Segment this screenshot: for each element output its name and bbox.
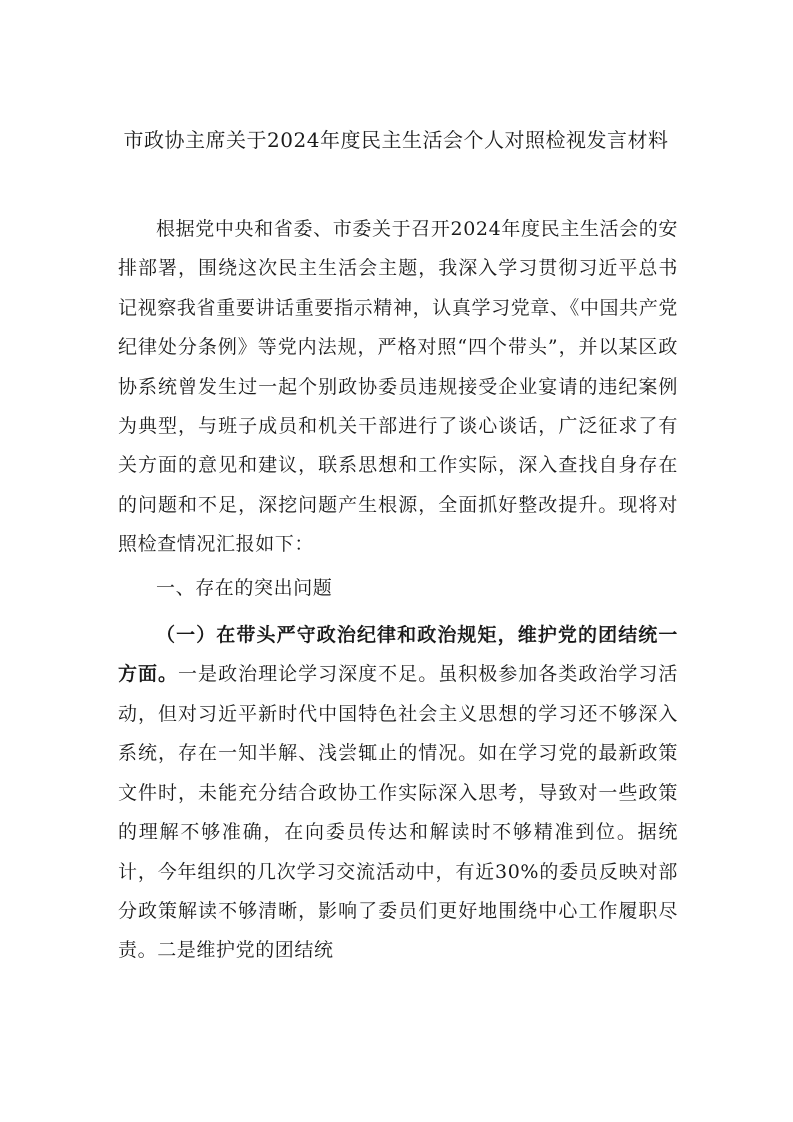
document-body [118,210,678,971]
subsection-paragraph [118,616,678,971]
subsection-heading: （一）在带头严守政治纪律和政治规矩，维护党的团结统一方面。 [118,624,678,686]
intro-paragraph: 根据党中央和省委、市委关于召开2024年度民主生活会的安排部署，围绕这次民主生活会主题，我深入学习贯彻习近平总书记视察我省重要讲话重要指示精神，认真学习党章、《中国共产党纪律处分条例》等党内法规，严格对照“四个带头”，并以某区政协系统曾发生过一起个别政协委员违规接受企业宴请的违纪案例为典型，与班子成员和机关干部进行了谈心谈话，广泛征求了有关方面的意见和建议，联系思想和工作实际，深入查找自身存在的问题和不足，深挖问题产生根源，全面抓好整改提升。现将对照检查情况汇报如下： [118,218,678,556]
section-heading: 一、存在的突出问题 [156,576,333,599]
subsection-text: 一是政治理论学习深度不足。虽积极参加各类政治学习活动，但对习近平新时代中国特色社会主义思想的学习还不够深入系统，存在一知半解、浅尝辄止的情况。如在学习党的最新政策文件时，未能充分结合政协工作实际深入思考，导致对一些政策的理解不够准确，在向委员传达和解读时不够精准到位。据统计，今年组织的几次学习交流活动中，有近30%的委员反映对部分政策解读不够清晰，影响了委员们更好地围绕中心工作履职尽责。二是维护党的团结统 [118,663,678,962]
document-title: 市政协主席关于2024年度民主生活会个人对照检视发言材料 [123,128,669,152]
